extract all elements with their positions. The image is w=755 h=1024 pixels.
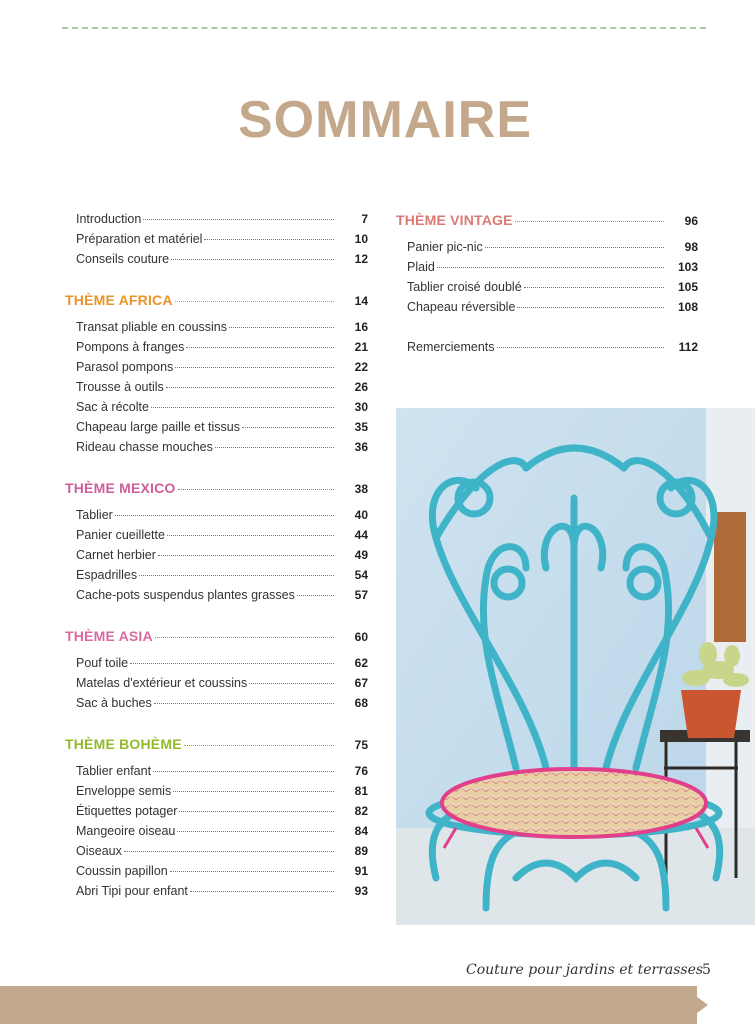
dot-leader: [190, 891, 334, 892]
dot-leader: [184, 745, 334, 746]
toc-entry[interactable]: Sac à buches 68: [76, 696, 368, 710]
dot-leader: [515, 221, 664, 222]
dot-leader: [175, 367, 334, 368]
top-dashed-rule: [62, 27, 706, 29]
toc-entry[interactable]: Préparation et matériel 10: [76, 232, 368, 246]
section-heading-mexico[interactable]: THÈME MEXICO 38: [65, 480, 368, 496]
dot-leader: [130, 663, 334, 664]
toc-right-column: [396, 212, 698, 360]
toc-entry[interactable]: Transat pliable en coussins 16: [76, 320, 368, 334]
toc-entry[interactable]: Étiquettes potager 82: [76, 804, 368, 818]
dot-leader: [215, 447, 334, 448]
toc-entry[interactable]: Carnet herbier 49: [76, 548, 368, 562]
dot-leader: [171, 259, 334, 260]
dot-leader: [297, 595, 334, 596]
dot-leader: [166, 387, 334, 388]
dot-leader: [158, 555, 334, 556]
toc-entry[interactable]: Sac à récolte 30: [76, 400, 368, 414]
toc-entry[interactable]: Conseils couture 12: [76, 252, 368, 266]
page-title: SOMMAIRE: [238, 91, 532, 149]
dot-leader: [154, 703, 334, 704]
section-heading-africa[interactable]: THÈME AFRICA 14: [65, 292, 368, 308]
toc-left-column: [65, 212, 368, 904]
toc-entry[interactable]: Panier pic-nic 98: [407, 240, 698, 254]
dot-leader: [173, 791, 334, 792]
dot-leader: [204, 239, 334, 240]
dot-leader: [175, 301, 334, 302]
toc-entry[interactable]: Tablier croisé doublé 105: [407, 280, 698, 294]
chair-illustration: [396, 408, 755, 925]
page-number: 5: [702, 962, 711, 978]
toc-entry[interactable]: Panier cueillette 44: [76, 528, 368, 542]
dot-leader: [524, 287, 664, 288]
dot-leader: [177, 831, 334, 832]
toc-entry[interactable]: Enveloppe semis 81: [76, 784, 368, 798]
dot-leader: [485, 247, 664, 248]
toc-entry[interactable]: Trousse à outils 26: [76, 380, 368, 394]
toc-entry[interactable]: Pouf toile 62: [76, 656, 368, 670]
dot-leader: [186, 347, 334, 348]
section-heading-vintage[interactable]: THÈME VINTAGE 96: [396, 212, 698, 228]
chair-photo: [396, 408, 755, 925]
dot-leader: [178, 489, 334, 490]
toc-entry[interactable]: Mangeoire oiseau 84: [76, 824, 368, 838]
toc-entry[interactable]: Chapeau large paille et tissus 35: [76, 420, 368, 434]
toc-entry[interactable]: Tablier enfant 76: [76, 764, 368, 778]
section-heading-asia[interactable]: THÈME ASIA 60: [65, 628, 368, 644]
dot-leader: [179, 811, 334, 812]
dot-leader: [155, 637, 334, 638]
dot-leader: [437, 267, 664, 268]
dot-leader: [497, 347, 664, 348]
dot-leader: [115, 515, 334, 516]
dot-leader: [124, 851, 334, 852]
toc-entry[interactable]: Parasol pompons 22: [76, 360, 368, 374]
footer-bar: [0, 986, 697, 1024]
toc-entry[interactable]: Matelas d'extérieur et coussins 67: [76, 676, 368, 690]
dot-leader: [242, 427, 334, 428]
toc-entry[interactable]: Cache-pots suspendus plantes grasses 57: [76, 588, 368, 602]
toc-entry[interactable]: Coussin papillon 91: [76, 864, 368, 878]
toc-entry[interactable]: Abri Tipi pour enfant 93: [76, 884, 368, 898]
toc-entry-thanks[interactable]: Remerciements 112: [407, 340, 698, 354]
dot-leader: [143, 219, 334, 220]
toc-entry[interactable]: Rideau chasse mouches 36: [76, 440, 368, 454]
toc-entry[interactable]: Plaid 103: [407, 260, 698, 274]
footer-bar-arrow: [682, 986, 708, 1024]
toc-entry[interactable]: Espadrilles 54: [76, 568, 368, 582]
dot-leader: [249, 683, 334, 684]
toc-entry[interactable]: Pompons à franges 21: [76, 340, 368, 354]
dot-leader: [167, 535, 334, 536]
toc-entry[interactable]: Chapeau réversible 108: [407, 300, 698, 314]
dot-leader: [170, 871, 334, 872]
toc-entry[interactable]: Tablier 40: [76, 508, 368, 522]
dot-leader: [139, 575, 334, 576]
toc-entry[interactable]: Introduction 7: [76, 212, 368, 226]
footer-book-title: Couture pour jardins et terrasses: [466, 962, 704, 978]
dot-leader: [153, 771, 334, 772]
dot-leader: [229, 327, 334, 328]
dot-leader: [151, 407, 334, 408]
section-heading-boheme[interactable]: THÈME BOHÈME 75: [65, 736, 368, 752]
toc-entry[interactable]: Oiseaux 89: [76, 844, 368, 858]
dot-leader: [517, 307, 664, 308]
